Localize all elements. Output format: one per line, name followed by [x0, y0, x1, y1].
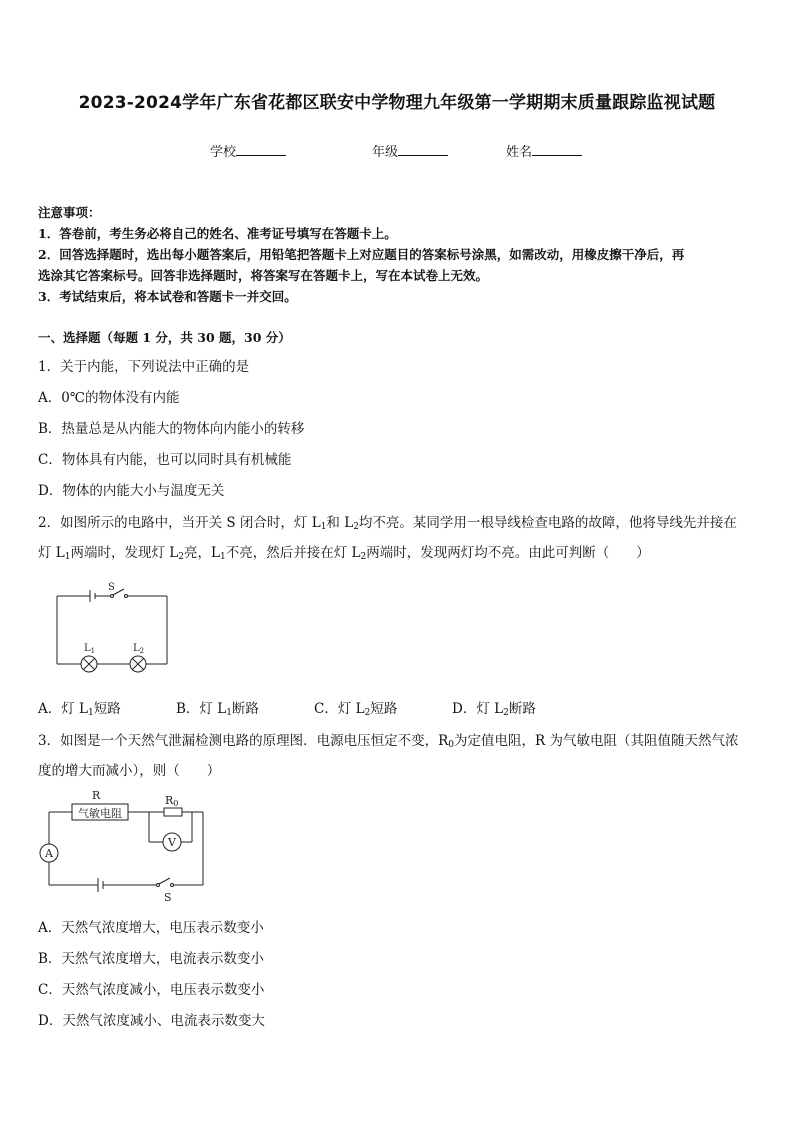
q3-stem-line1: 3．如图是一个天然气泄漏检测电路的原理图．电源电压恒定不变，$R_0$为定值电阻，R 为气敏电阻（其阻值随天然气浓 — [38, 733, 739, 750]
q3-r0-label: R0 — [165, 794, 179, 808]
notice-item-2-cont: 选涂其它答案标号。回答非选择题时，将答案写在答题卡上，写在本试卷上无效。 — [38, 268, 489, 283]
q1-stem: 1．关于内能，下列说法中正确的是 — [38, 359, 250, 375]
q2-stem-line2: 灯 $L_1$两端时，发现灯 $L_2$亮，$L_1$不亮，然后并接在灯 $L_2$两端时，发现两灯均不亮。由此可判断（ ） — [38, 545, 650, 562]
name-label: 姓名 — [506, 145, 533, 160]
q3-option-c[interactable]: C．天然气浓度减小，电压表示数变小 — [38, 982, 265, 998]
notice-heading: 注意事项： — [38, 205, 101, 220]
q3-sensor-label: 气敏电阻 — [78, 807, 122, 820]
name-field — [506, 141, 582, 160]
school-label: 学校 — [210, 145, 237, 160]
page-title: 2023-2024学年广东省花都区联安中学物理九年级第一学期期末质量跟踪监视试题 — [78, 93, 716, 113]
q3-stem-line2: 度的增大而减小），则（ ） — [38, 763, 221, 779]
q2-option-d[interactable]: D．灯 $L_2$断路 — [452, 701, 536, 718]
q3-option-b[interactable]: B．天然气浓度增大，电流表示数变小 — [38, 951, 264, 967]
section-heading: 一、选择题（每题 1 分，共 30 题，30 分） — [38, 330, 291, 345]
notice-item-1: 1．答卷前，考生务必将自己的姓名、准考证号填写在答题卡上。 — [38, 226, 397, 241]
q2-lamp1-label: $L_1$ — [84, 643, 96, 655]
q3-ammeter-label: A — [45, 847, 53, 860]
q2-switch-label: S — [108, 582, 115, 593]
q3-circuit-diagram — [36, 785, 216, 905]
q2-lamp2-label: $L_2$ — [133, 643, 145, 655]
name-blank[interactable] — [532, 143, 582, 156]
q2-option-c[interactable]: C．灯 $L_2$短路 — [314, 701, 398, 718]
q3-option-a[interactable]: A．天然气浓度增大，电压表示数变小 — [38, 920, 264, 936]
q3-option-d[interactable]: D．天然气浓度减小、电流表示数变大 — [38, 1013, 265, 1029]
q1-option-c[interactable]: C．物体具有内能，也可以同时具有机械能 — [38, 452, 292, 468]
notice-item-2: 2．回答选择题时，选出每小题答案后，用铅笔把答题卡上对应题目的答案标号涂黑，如需改动，用橡皮擦干净后，再 — [38, 247, 685, 262]
grade-field — [372, 141, 448, 160]
q2-option-a[interactable]: A．灯 $L_1$短路 — [38, 701, 121, 718]
q1-option-a[interactable]: A．0℃的物体没有内能 — [38, 390, 180, 406]
q2-option-b[interactable]: B．灯 $L_1$断路 — [176, 701, 259, 718]
grade-blank[interactable] — [398, 143, 448, 156]
q2-stem-line1: 2．如图所示的电路中，当开关 S 闭合时，灯 $L_1$和 $L_2$均不亮。某同学用一根导线检查电路的故障，他将导线先并接在 — [38, 515, 737, 532]
q1-option-b[interactable]: B．热量总是从内能大的物体向内能小的转移 — [38, 421, 305, 437]
q1-option-d[interactable]: D．物体的内能大小与温度无关 — [38, 483, 225, 499]
q2-circuit-diagram — [50, 578, 180, 678]
school-blank[interactable] — [236, 143, 286, 156]
q3-switch-label: S — [164, 891, 172, 904]
q3-voltmeter-label: V — [168, 836, 176, 849]
notice-item-3: 3．考试结束后，将本试卷和答题卡一并交回。 — [38, 289, 297, 304]
school-field — [210, 141, 286, 160]
q3-r-label: R — [92, 789, 101, 802]
grade-label: 年级 — [372, 145, 399, 160]
